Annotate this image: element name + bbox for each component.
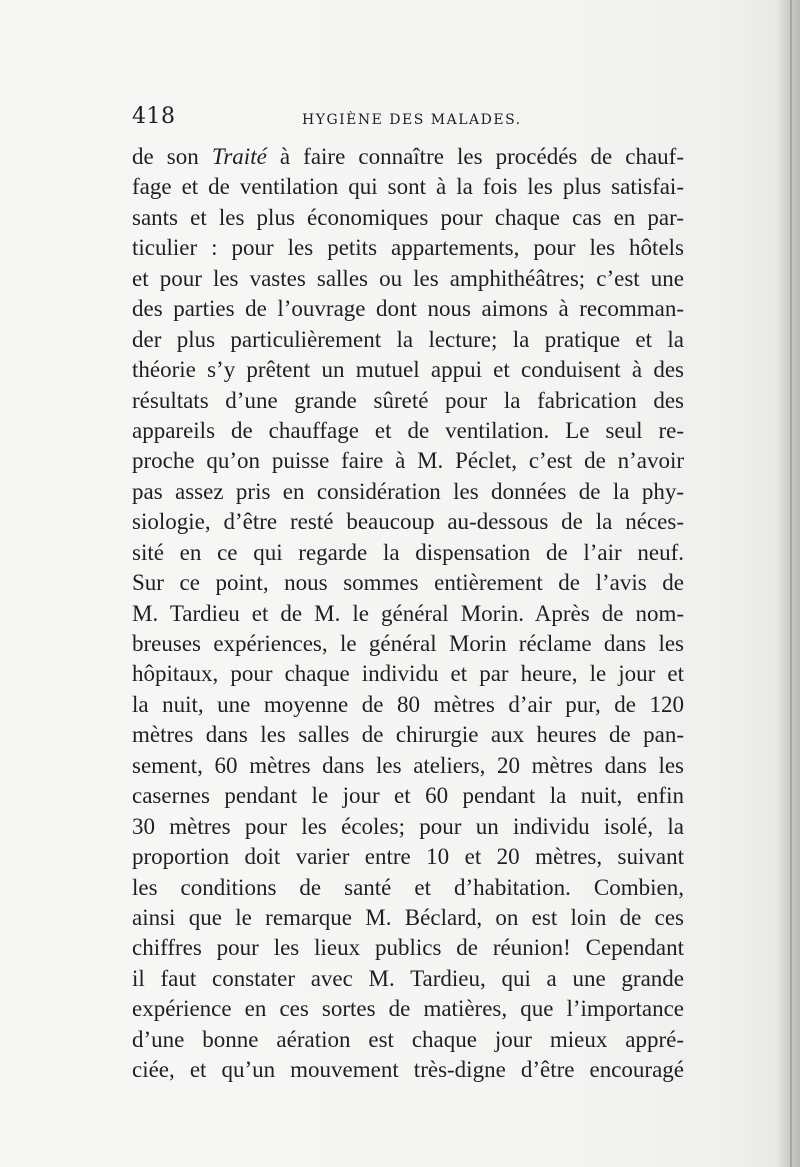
text-line: appareils de chauffage et de ventilation. Le seul re- xyxy=(132,417,684,443)
text-line: pas assez pris en considération les données de la phy- xyxy=(132,478,684,504)
text-line: d’une bonne aération est chaque jour mieux appré- xyxy=(132,1026,684,1052)
text-line: 30 mètres pour les écoles; pour un individu isolé, la xyxy=(132,813,684,839)
page-number: 418 xyxy=(132,104,176,129)
text-line: expérience en ces sortes de matières, que l’importance xyxy=(132,996,684,1022)
text-line: sants et les plus économiques pour chaque cas en par- xyxy=(132,204,684,230)
text-line: ciée, et qu’un mouvement très-digne d’être encouragé xyxy=(132,1057,684,1083)
running-title: HYGIÈNE DES MALADES. xyxy=(302,112,522,128)
text-line: des parties de l’ouvrage dont nous aimons à recomman- xyxy=(132,296,684,322)
text-line: il faut constater avec M. Tardieu, qui a une grande xyxy=(132,965,684,991)
text-line: fage et de ventilation qui sont à la fois les plus satisfai- xyxy=(132,174,684,200)
text-line: et pour les vastes salles ou les amphithéâtres; c’est une xyxy=(132,265,684,291)
text-line-1: de son Traité à faire connaître les procédés de chauf- xyxy=(132,144,684,169)
text-line: ticulier : pour les petits appartements, pour les hôtels xyxy=(132,235,684,261)
text-line: siologie, d’être resté beaucoup au-dessous de la néces- xyxy=(132,509,684,535)
text-line: M. Tardieu et de M. le général Morin. Après de nom- xyxy=(132,600,684,626)
text-line: proportion doit varier entre 10 et 20 mètres, suivant xyxy=(132,844,684,870)
text-line: sement, 60 mètres dans les ateliers, 20 mètres dans les xyxy=(132,752,684,778)
text-line: Sur ce point, nous sommes entièrement de l’avis de xyxy=(132,570,684,596)
text-line: ainsi que le remarque M. Béclard, on est loin de ces xyxy=(132,904,684,930)
page-gutter-shadow xyxy=(776,0,800,1167)
text-line: mètres dans les salles de chirurgie aux heures de pan- xyxy=(132,722,684,748)
text-line: casernes pendant le jour et 60 pendant la nuit, enfin xyxy=(132,783,684,809)
text-line: hôpitaux, pour chaque individu et par heure, le jour et xyxy=(132,661,684,687)
text-line: breuses expériences, le général Morin réclame dans les xyxy=(132,631,684,656)
italic-work-title: Traité xyxy=(211,144,267,169)
text-line: théorie s’y prêtent un mutuel appui et conduisent à des xyxy=(132,357,684,383)
text-line: chiffres pour les lieux publics de réunion! Cependant xyxy=(132,935,684,961)
text-line: proche qu’on puisse faire à M. Péclet, c’est de n’avoir xyxy=(132,448,684,474)
text-line: der plus particulièrement la lecture; la pratique et la xyxy=(132,326,684,352)
body-text xyxy=(132,142,684,1086)
text-line: résultats d’une grande sûreté pour la fabrication des xyxy=(132,387,684,413)
text-line: la nuit, une moyenne de 80 mètres d’air pur, de 120 xyxy=(132,691,684,717)
page-header xyxy=(132,104,682,138)
text-line: les conditions de santé et d’habitation. Combien, xyxy=(132,874,684,900)
text-line: sité en ce qui regarde la dispensation de l’air neuf. xyxy=(132,539,684,565)
page-edge-line xyxy=(790,0,792,1167)
